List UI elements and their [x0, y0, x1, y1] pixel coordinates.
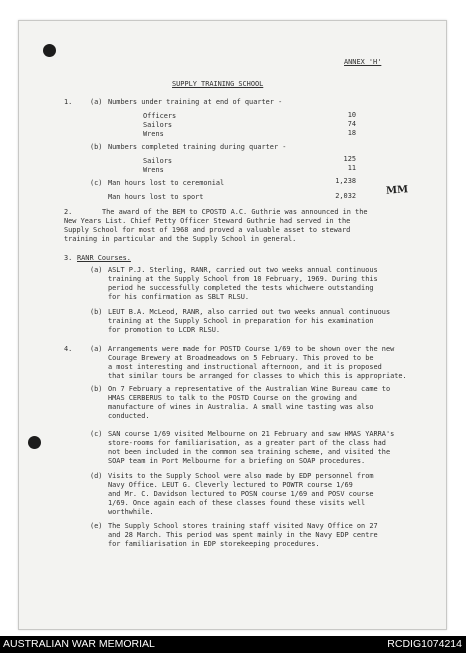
paragraph-line: that similar tours be arranged for classes to which this is appropriate. — [108, 372, 407, 380]
punch-hole-bottom — [28, 436, 41, 449]
paragraph-line: The Supply School stores training staff visited Navy Office on 27 — [108, 522, 378, 530]
paragraph-line: LEUT B.A. McLeod, RANR, also carried out two weeks annual continuous — [108, 308, 391, 316]
paragraph-line: Visits to the Supply School were also made by EDP personnel from — [108, 472, 374, 480]
footer-record-id: RCDIG1074214 — [387, 638, 462, 650]
row-name: Sailors — [143, 121, 173, 129]
row-value: 1,238 — [335, 177, 356, 185]
paragraph-line: ASLT P.J. Sterling, RANR, carried out two weeks annual continuous — [108, 266, 378, 274]
row-name: Wrens — [143, 166, 164, 174]
paragraph-line: and Mr. C. Davidson lectured to POSN course 1/69 and POSV course — [108, 490, 374, 498]
page-title: SUPPLY TRAINING SCHOOL — [172, 80, 264, 88]
row-name: Officers — [143, 112, 177, 120]
paragraph-line: Courage Brewery at Broadmeadows on 5 February. This proved to be — [108, 354, 374, 362]
paragraph-line: not been included in the common sea training scheme, and visited the — [108, 448, 391, 456]
item-1c2-text: Man hours lost to sport — [108, 193, 204, 201]
paragraph-line: a most interesting and instructional afternoon, and it is proposed — [108, 363, 382, 371]
item-3a-label: (a) — [90, 266, 103, 274]
row-value: 74 — [347, 120, 356, 128]
paragraph-line: SOAP team in Port Melbourne for a briefing on SOAP procedures. — [108, 457, 366, 465]
annex-label: ANNEX 'H' — [344, 58, 382, 66]
paragraph-line: On 7 February a representative of the Australian Wine Bureau came to — [108, 385, 391, 393]
item-3b-label: (b) — [90, 308, 103, 316]
item-1-number: 1. — [64, 98, 73, 106]
item-1b-heading: Numbers completed training during quarter - — [108, 143, 287, 151]
paragraph-line: The award of the BEM to CPOSTD A.C. Guthrie was announced in the — [102, 208, 368, 216]
paragraph-line: conducted. — [108, 412, 150, 420]
item-1b-label: (b) — [90, 143, 103, 151]
item-4e-label: (e) — [90, 522, 103, 530]
item-4b-label: (b) — [90, 385, 103, 393]
paragraph-line: Arrangements were made for POSTD Course 1/69 to be shown over the new — [108, 345, 395, 353]
item-1a-heading: Numbers under training at end of quarter - — [108, 98, 283, 106]
paragraph-line: for familiarisation in EDP storekeeping procedures. — [108, 540, 320, 548]
item-1a-label: (a) — [90, 98, 103, 106]
item-3-number: 3. — [64, 254, 73, 262]
punch-hole-top — [43, 44, 56, 57]
row-name: Wrens — [143, 130, 164, 138]
paragraph-line: training at the Supply School in preparation for his examination — [108, 317, 374, 325]
item-2-number: 2. — [64, 208, 73, 216]
footer-source: AUSTRALIAN WAR MEMORIAL — [3, 638, 155, 650]
paragraph-line: for promotion to LCDR RLSU. — [108, 326, 221, 334]
item-1c-text: Man hours lost to ceremonial — [108, 179, 225, 187]
paragraph-line: 1/69. Once again each of these classes found these visits well — [108, 499, 366, 507]
row-name: Sailors — [143, 157, 173, 165]
row-value: 10 — [347, 111, 356, 119]
item-4-number: 4. — [64, 345, 73, 353]
handwritten-mark: MM — [385, 184, 409, 197]
paragraph-line: New Years List. Chief Petty Officer Steward Guthrie had served in the — [64, 217, 351, 225]
paragraph-line: and 28 March. This period was spent mainly in the Navy EDP centre — [108, 531, 378, 539]
paragraph-line: Navy Office. LEUT G. Cleverly lectured to POWTR course 1/69 — [108, 481, 353, 489]
row-value: 11 — [347, 164, 356, 172]
row-value: 125 — [343, 155, 356, 163]
row-value: 18 — [347, 129, 356, 137]
item-1c-label: (c) — [90, 179, 103, 187]
paragraph-line: SAN course 1/69 visited Melbourne on 21 February and saw HMAS YARRA's — [108, 430, 395, 438]
paragraph-line: training in particular and the Supply School in general. — [64, 235, 297, 243]
paragraph-line: Supply School for most of 1968 and proved a valuable asset to steward — [64, 226, 351, 234]
paragraph-line: manufacture of wines in Australia. A small wine tasting was also — [108, 403, 374, 411]
item-4a-label: (a) — [90, 345, 103, 353]
paragraph-line: worthwhile. — [108, 508, 154, 516]
paragraph-line: training at the Supply School from 10 February, 1969. During this — [108, 275, 378, 283]
paragraph-line: period he successfully completed the tests whichwere outstanding — [108, 284, 374, 292]
paragraph-line: for his confirmation as SBLT RLSU. — [108, 293, 250, 301]
item-4c-label: (c) — [90, 430, 103, 438]
item-3-heading: RANR Courses. — [77, 254, 131, 262]
archive-footer-bar — [0, 636, 466, 653]
row-value: 2,032 — [335, 192, 356, 200]
paragraph-line: HMAS CERBERUS to talk to the POSTD Course on the growing and — [108, 394, 357, 402]
item-4d-label: (d) — [90, 472, 103, 480]
paragraph-line: store-rooms for familiarisation, as a greater part of the class had — [108, 439, 386, 447]
